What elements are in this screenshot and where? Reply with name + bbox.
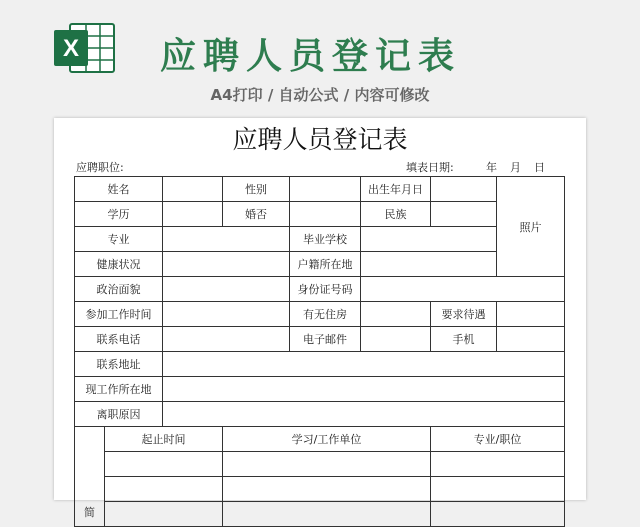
date-label: 填表日期:	[406, 161, 454, 174]
resume-period-cell[interactable]	[105, 452, 223, 477]
marital-field[interactable]	[290, 202, 361, 227]
resume-label: 简	[75, 427, 105, 527]
major-label: 专业	[75, 227, 163, 252]
current-work-label: 现工作所在地	[75, 377, 163, 402]
resume-unit-cell[interactable]	[223, 452, 431, 477]
address-field[interactable]	[163, 352, 565, 377]
mobile-field[interactable]	[497, 327, 565, 352]
hukou-field[interactable]	[361, 252, 497, 277]
position-label: 应聘职位:	[76, 161, 124, 174]
phone-field[interactable]	[163, 327, 290, 352]
education-field[interactable]	[163, 202, 223, 227]
phone-label: 联系电话	[75, 327, 163, 352]
birth-date-label: 出生年月日	[361, 177, 431, 202]
leave-reason-field[interactable]	[163, 402, 565, 427]
email-label: 电子邮件	[290, 327, 361, 352]
mobile-label: 手机	[431, 327, 497, 352]
id-number-field[interactable]	[361, 277, 565, 302]
health-label: 健康状况	[75, 252, 163, 277]
housing-label: 有无住房	[290, 302, 361, 327]
email-field[interactable]	[361, 327, 431, 352]
name-label: 姓名	[75, 177, 163, 202]
id-number-label: 身份证号码	[290, 277, 361, 302]
school-field[interactable]	[361, 227, 497, 252]
sheet-title: 应聘人员登记表	[232, 125, 408, 154]
gender-label: 性别	[223, 177, 290, 202]
resume-header-period: 起止时间	[105, 427, 223, 452]
leave-reason-label: 离职原因	[75, 402, 163, 427]
ethnicity-label: 民族	[361, 202, 431, 227]
current-work-field[interactable]	[163, 377, 565, 402]
work-start-field[interactable]	[163, 302, 290, 327]
politics-label: 政治面貌	[75, 277, 163, 302]
resume-position-cell[interactable]	[431, 477, 565, 502]
resume-unit-cell[interactable]	[223, 477, 431, 502]
health-field[interactable]	[163, 252, 290, 277]
salary-req-label: 要求待遇	[431, 302, 497, 327]
resume-period-cell[interactable]	[105, 477, 223, 502]
resume-header-unit: 学习/工作单位	[223, 427, 431, 452]
gender-field[interactable]	[290, 177, 361, 202]
banner-subtitle: A4打印 / 自动公式 / 内容可修改	[210, 86, 430, 104]
salary-req-field[interactable]	[497, 302, 565, 327]
resume-header-position: 专业/职位	[431, 427, 565, 452]
resume-position-cell[interactable]	[431, 452, 565, 477]
banner-title: 应聘人员登记表	[160, 36, 462, 77]
resume-period-cell[interactable]	[105, 502, 223, 527]
housing-field[interactable]	[361, 302, 431, 327]
school-label: 毕业学校	[290, 227, 361, 252]
education-label: 学历	[75, 202, 163, 227]
registration-table	[74, 176, 565, 527]
day-label: 日	[534, 161, 545, 174]
name-field[interactable]	[163, 177, 223, 202]
politics-field[interactable]	[163, 277, 290, 302]
marital-label: 婚否	[223, 202, 290, 227]
excel-icon-letter: X	[62, 35, 80, 62]
hukou-label: 户籍所在地	[290, 252, 361, 277]
resume-unit-cell[interactable]	[223, 502, 431, 527]
resume-position-cell[interactable]	[431, 502, 565, 527]
major-field[interactable]	[163, 227, 290, 252]
address-label: 联系地址	[75, 352, 163, 377]
photo-box[interactable]: 照片	[497, 177, 565, 277]
birth-date-field[interactable]	[431, 177, 497, 202]
ethnicity-field[interactable]	[431, 202, 497, 227]
form-sheet	[54, 118, 586, 519]
excel-icon	[52, 20, 116, 76]
work-start-label: 参加工作时间	[75, 302, 163, 327]
banner	[0, 0, 640, 118]
month-label: 月	[510, 161, 521, 174]
year-label: 年	[486, 161, 497, 174]
